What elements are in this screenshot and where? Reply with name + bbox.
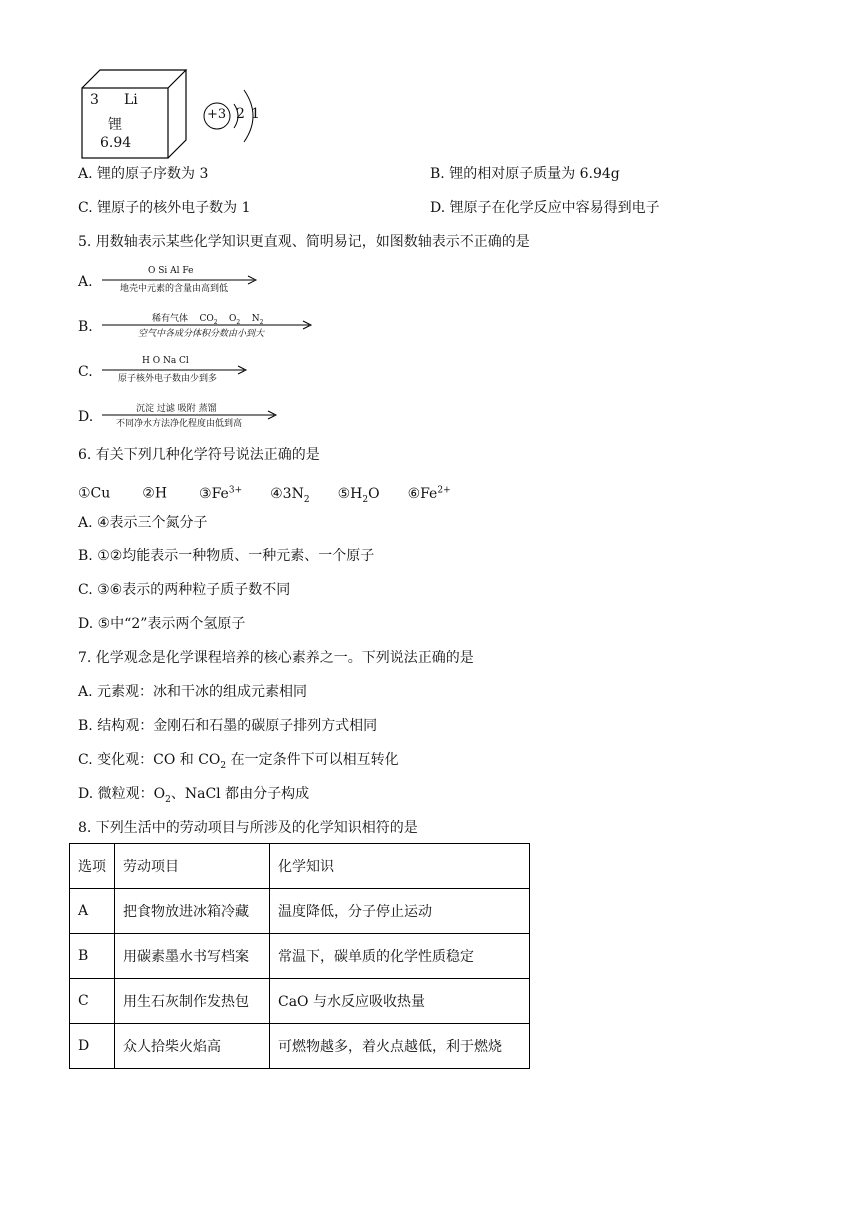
numline-b-caption: 空气中各成分体积分数由小到大 xyxy=(138,329,265,339)
table-header-row xyxy=(70,844,530,889)
q5-stem: 5. 用数轴表示某些化学知识更直观、简明易记，如图数轴表示不正确的是 xyxy=(78,234,530,250)
q6-option-c: C. ③⑥表示的两种粒子质子数不同 xyxy=(78,582,291,598)
numline-d-caption: 不同净水方法净化程度由低到高 xyxy=(116,419,243,429)
table-row: C 用生石灰制作发热包 CaO 与水反应吸收热量 xyxy=(70,979,530,1024)
symbol-fe3: $③Fe^{3+}$ xyxy=(199,485,243,502)
q5-numline-a xyxy=(102,266,262,296)
atomic-mass: 6.94 xyxy=(100,135,132,151)
q5-option-a-label: A. xyxy=(78,274,93,290)
q5-option-c-label: C. xyxy=(78,364,93,380)
numline-b-items: 稀有气体 $CO_2$ $O_2$ $N_2$ xyxy=(152,314,264,326)
element-card-lithium xyxy=(72,64,192,160)
element-symbol: Li xyxy=(124,92,138,108)
numline-c-items: H O Na Cl xyxy=(142,356,189,366)
atomic-number: 3 xyxy=(90,92,99,108)
q4-option-d: D. 锂原子在化学反应中容易得到电子 xyxy=(430,200,660,216)
atom-structure-diagram xyxy=(200,86,270,146)
table-row: D 众人拾柴火焰高 可燃物越多，着火点越低，利于燃烧 xyxy=(70,1024,530,1069)
q6-symbol-list xyxy=(78,480,451,509)
q6-stem: 6. 有关下列几种化学符号说法正确的是 xyxy=(78,447,320,463)
symbol-h: ②H xyxy=(142,485,168,502)
header-task: 劳动项目 xyxy=(115,844,270,889)
q5-option-d-label: D. xyxy=(78,409,94,425)
q7-option-d: D. 微粒观：$O_2$、NaCl 都由分子构成 xyxy=(78,786,310,805)
shell-1-electrons: 2 xyxy=(236,106,245,122)
q6-option-b: B. ①②均能表示一种物质、一种元素、一个原子 xyxy=(78,548,375,564)
numline-d-items: 沉淀 过滤 吸附 蒸馏 xyxy=(136,404,217,414)
symbol-fe2: $⑥Fe^{2+}$ xyxy=(407,485,451,502)
numline-a-caption: 地壳中元素的含量由高到低 xyxy=(120,284,229,294)
numline-c-caption: 原子核外电子数由少到多 xyxy=(118,374,218,384)
q5-option-b-label: B. xyxy=(78,319,93,335)
q4-option-a: A. 锂的原子序数为 3 xyxy=(78,166,209,182)
numline-a-items: O Si Al Fe xyxy=(148,266,194,276)
q7-option-a: A. 元素观：冰和干冰的组成元素相同 xyxy=(78,684,308,700)
q8-table xyxy=(69,843,530,1069)
symbol-h2o: $⑤H_2O$ xyxy=(337,485,380,505)
q4-option-c: C. 锂原子的核外电子数为 1 xyxy=(78,200,251,216)
table-row: B 用碳素墨水书写档案 常温下，碳单质的化学性质稳定 xyxy=(70,934,530,979)
q5-numline-c xyxy=(102,356,252,386)
q4-option-b: B. 锂的相对原子质量为 6.94g xyxy=(430,166,620,182)
header-knowledge: 化学知识 xyxy=(270,844,530,889)
element-card-frame xyxy=(72,64,192,160)
nucleus-charge: +3 xyxy=(207,107,227,122)
q7-stem: 7. 化学观念是化学课程培养的核心素养之一。下列说法正确的是 xyxy=(78,650,474,666)
q5-numline-d xyxy=(102,401,282,431)
q7-option-c: C. 变化观：CO 和 $CO_2$ 在一定条件下可以相互转化 xyxy=(78,752,399,771)
q5-numline-b xyxy=(102,311,317,341)
element-name: 锂 xyxy=(108,117,122,133)
q6-option-a: A. ④表示三个氮分子 xyxy=(78,515,208,531)
q7-option-b: B. 结构观：金刚石和石墨的碳原子排列方式相同 xyxy=(78,718,378,734)
table-row: A 把食物放进冰箱冷藏 温度降低，分子停止运动 xyxy=(70,889,530,934)
header-option: 选项 xyxy=(70,844,115,889)
symbol-cu: ①Cu xyxy=(78,485,111,502)
shell-2-electrons: 1 xyxy=(251,106,260,122)
q6-option-d: D. ⑤中“2”表示两个氢原子 xyxy=(78,616,246,632)
symbol-3n2: $④3N_2$ xyxy=(270,485,310,505)
q8-stem: 8. 下列生活中的劳动项目与所涉及的化学知识相符的是 xyxy=(78,820,418,836)
